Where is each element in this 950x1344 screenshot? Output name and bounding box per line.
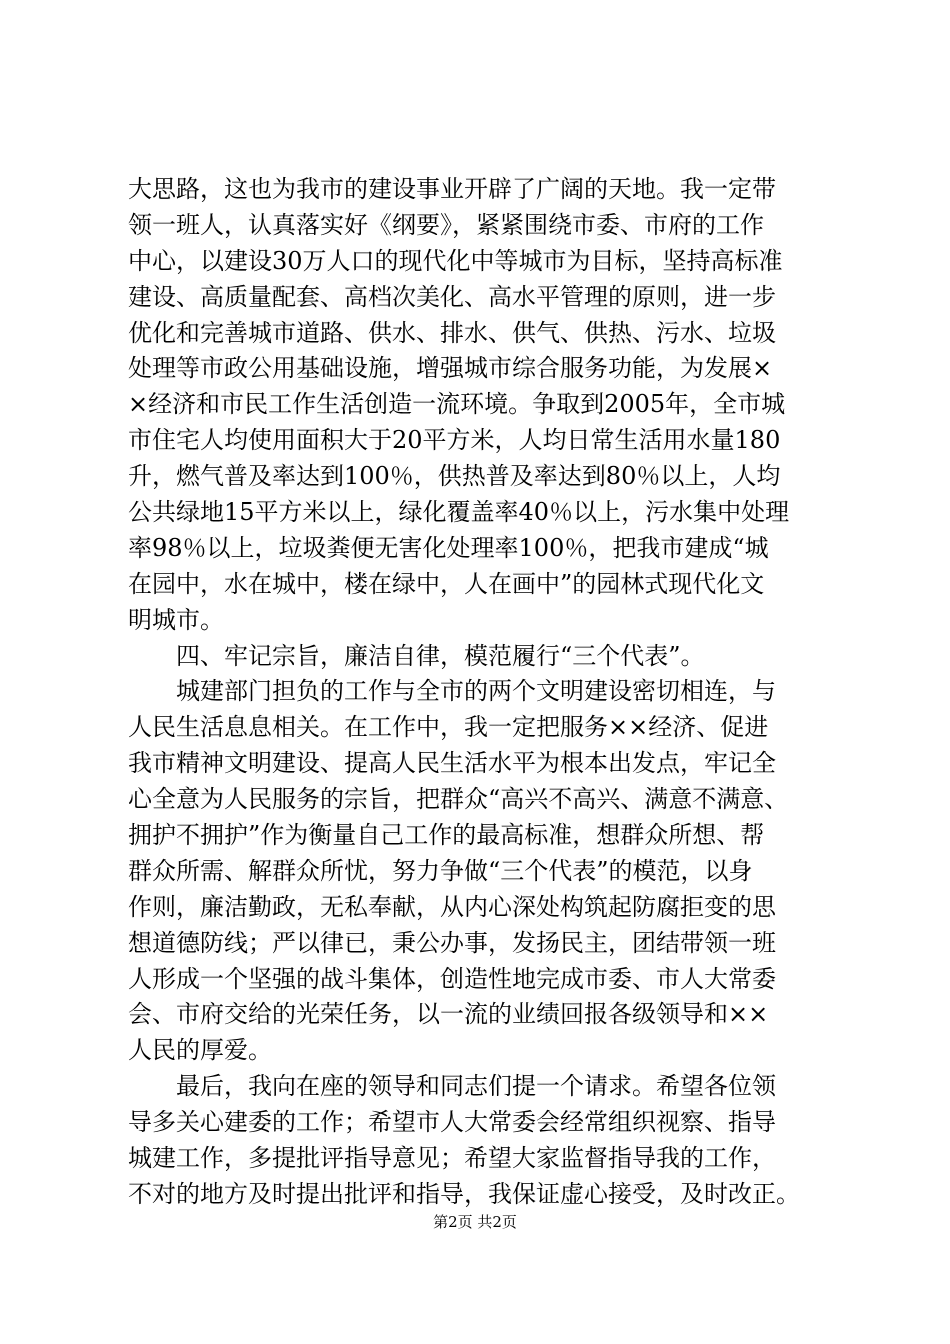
text-line: 优化和完善城市道路、供水、排水、供气、供热、污水、垃圾 — [128, 318, 776, 347]
text-line: 率98％以上，垃圾粪便无害化处理率100％，把我市建成“城 — [128, 533, 769, 562]
text-line: 明城市。 — [128, 605, 224, 634]
text-line: 人民生活息息相关。在工作中，我一定把服务××经济、促进 — [128, 713, 769, 742]
text-line: 升，燃气普及率达到100％，供热普及率达到80％以上，人均 — [128, 462, 781, 491]
text-line: 拥护不拥护”作为衡量自己工作的最高标准，想群众所想、帮 — [128, 821, 765, 850]
text-line: 导多关心建委的工作；希望市人大常委会经常组织视察、指导 — [128, 1108, 776, 1137]
text-line: 大思路，这也为我市的建设事业开辟了广阔的天地。我一定带 — [128, 175, 776, 203]
text-line: 公共绿地15平方米以上，绿化覆盖率40％以上，污水集中处理 — [128, 498, 790, 527]
page-number-footer: 第2页 共2页 — [433, 1213, 517, 1231]
section-heading: 四、牢记宗旨，廉洁自律，模范履行“三个代表”。 — [128, 641, 705, 670]
text-line: 城建部门担负的工作与全市的两个文明建设密切相连，与 — [128, 677, 776, 706]
text-line: 领一班人，认真落实好《纲要》，紧紧围绕市委、市府的工作 — [128, 210, 764, 239]
text-line: 心全意为人民服务的宗旨，把群众“高兴不高兴、满意不满意、 — [128, 785, 789, 814]
text-line: 人形成一个坚强的战斗集体，创造性地完成市委、市人大常委 — [128, 964, 776, 993]
text-line: 处理等市政公用基础设施，增强城市综合服务功能，为发展× — [128, 354, 773, 383]
text-line: 最后，我向在座的领导和同志们提一个请求。希望各位领 — [128, 1072, 776, 1101]
text-line: 市住宅人均使用面积大于20平方米，人均日常生活用水量180 — [128, 426, 781, 455]
text-line: 会、市府交给的光荣任务，以一流的业绩回报各级领导和×× — [128, 1000, 769, 1029]
text-line: 中心，以建设30万人口的现代化中等城市为目标，坚持高标准 — [128, 246, 783, 275]
text-line: 群众所需、解群众所忧，努力争做“三个代表”的模范，以身 — [128, 856, 753, 885]
text-line: ×经济和市民工作生活创造一流环境。争取到2005年，全市城 — [128, 390, 786, 419]
body-text — [128, 172, 828, 1213]
text-line: 建设、高质量配套、高档次美化、高水平管理的原则，进一步 — [128, 282, 776, 311]
text-line: 人民的厚爱。 — [128, 1036, 272, 1065]
text-line: 不对的地方及时提出批评和指导，我保证虚心接受，及时改正。 — [128, 1179, 800, 1208]
text-line: 作则，廉洁勤政，无私奉献，从内心深处构筑起防腐拒变的思 — [128, 892, 776, 921]
text-line: 城建工作，多提批评指导意见；希望大家监督指导我的工作， — [128, 1144, 776, 1173]
text-line: 想道德防线；严以律已，秉公办事，发扬民主，团结带领一班 — [128, 928, 776, 957]
text-line: 在园中，水在城中，楼在绿中，人在画中”的园林式现代化文 — [128, 569, 765, 598]
text-line: 我市精神文明建设、提高人民生活水平为根本出发点，牢记全 — [128, 749, 776, 778]
